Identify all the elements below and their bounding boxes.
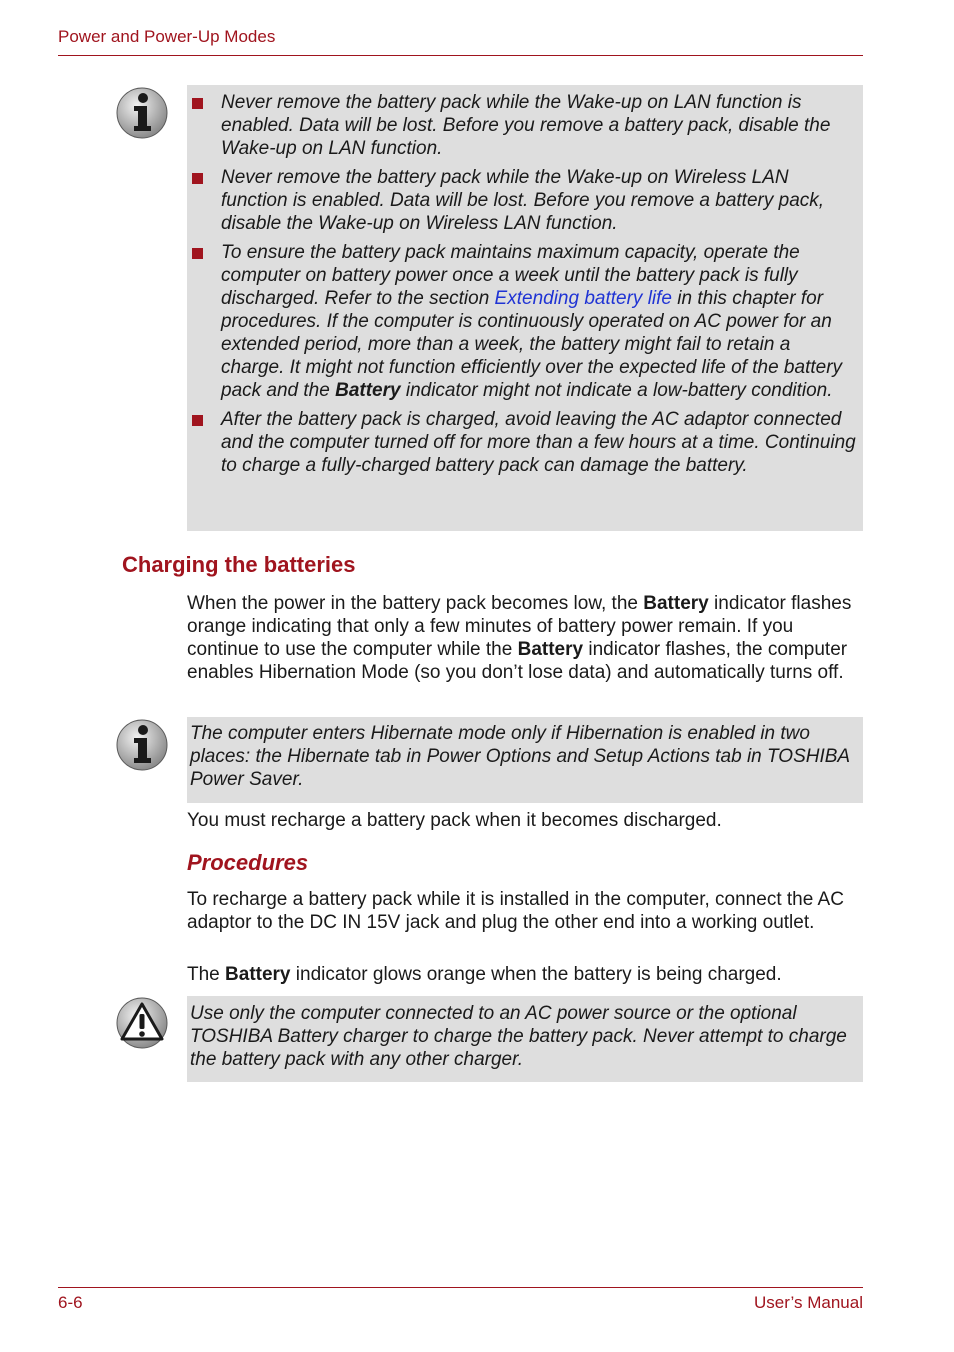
caution-text: Use only the computer connected to an AC power source or the optional TOSHIBA Battery charger to charge the battery pack. Never attempt to charge the battery pack with any other charger. [190, 1003, 847, 1070]
battery-glow-paragraph [187, 963, 867, 986]
bullet-square-icon [192, 173, 203, 184]
info-icon [115, 86, 169, 140]
running-header: Power and Power-Up Modes [58, 27, 276, 46]
warning-icon [115, 996, 169, 1050]
header-rule [58, 55, 863, 56]
page-number: 6-6 [58, 1293, 83, 1312]
list-item [187, 408, 857, 477]
bullet-square-icon [192, 248, 203, 259]
text-run: indicator glows orange when the battery is being charged. [290, 964, 782, 985]
manual-title: User’s Manual [754, 1293, 863, 1312]
text-run: When the power in the battery pack becomes low, the [187, 593, 644, 614]
list-item [187, 91, 857, 160]
text-run: indicator flashes, the computer enables Hibernation Mode (so you don’t lose data) and automatically turns off. [187, 639, 848, 683]
battery-term: Battery [225, 964, 291, 985]
battery-term: Battery [643, 593, 709, 614]
bullet-text-post: indicator might not indicate a low-battery condition. [400, 380, 833, 401]
bullet-text: Never remove the battery pack while the Wake-up on Wireless LAN function is enabled. Data will be lost. Before you remove a battery pack, disable the Wake-up on Wireless LAN function. [221, 167, 825, 234]
info-icon [115, 718, 169, 772]
battery-term: Battery [517, 639, 584, 660]
list-item [187, 241, 857, 402]
note-box-wake-up [187, 85, 863, 531]
procedures-heading: Procedures [187, 850, 309, 875]
note-bullet-list [187, 91, 857, 477]
extending-battery-life-link[interactable]: Extending battery life [494, 288, 672, 309]
bullet-square-icon [192, 98, 203, 109]
bullet-text-pre: To ensure the battery pack maintains maximum capacity, operate the computer on battery power once a week until the battery pack is fully discharged. Refer to the section [221, 242, 800, 309]
bullet-text: After the battery pack is charged, avoid leaving the AC adaptor connected and the computer turned off for more than a few hours at a time. Continuing to charge a fully-charged battery pack can damage the battery. [221, 409, 856, 476]
text-run: The [187, 964, 226, 985]
bullet-text-mid: in this chapter for procedures. If the computer is continuously operated on AC power for an extended period, more than a week, the battery might fail to retain a charge. It might not function efficiently over the expected life of the battery pack and the [221, 288, 843, 401]
recharge-paragraph: You must recharge a battery pack when it becomes discharged. [187, 810, 722, 831]
bullet-square-icon [192, 415, 203, 426]
procedures-paragraph: To recharge a battery pack while it is installed in the computer, connect the AC adaptor to the DC IN 15V jack and plug the other end into a working outlet. [187, 889, 844, 933]
battery-indicator-term: Battery [335, 380, 401, 401]
caution-box [187, 996, 863, 1082]
section-heading: Charging the batteries [122, 552, 356, 577]
note-box-hibernate [187, 717, 863, 803]
charging-paragraph [187, 592, 867, 684]
footer-rule [58, 1287, 863, 1288]
note-text: The computer enters Hibernate mode only if Hibernation is enabled in two places: the Hibernate tab in Power Options and Setup Actions tab in TOSHIBA Power Saver. [190, 723, 850, 790]
text-run: indicator flashes orange indicating that only a few minutes of battery power remain. If you continue to use the computer while the [187, 593, 852, 660]
bullet-text: Never remove the battery pack while the Wake-up on LAN function is enabled. Data will be lost. Before you remove a battery pack, disable the Wake-up on LAN function. [221, 92, 831, 159]
list-item [187, 166, 857, 235]
